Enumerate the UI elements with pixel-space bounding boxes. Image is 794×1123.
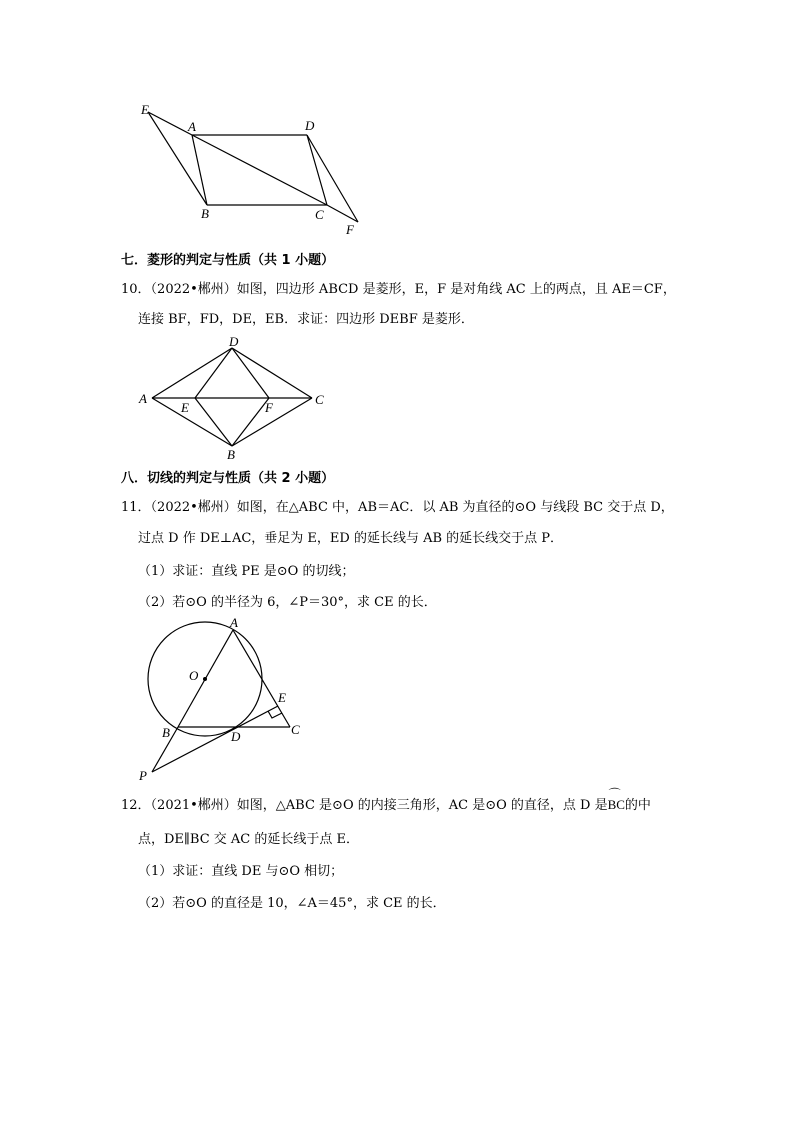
q11-part2: （2）若⊙O 的半径为 6，∠P＝30°，求 CE 的长． <box>138 595 437 610</box>
label-E: E <box>181 400 189 415</box>
label-C: C <box>291 722 300 737</box>
q10-text-line1: 10．（2022•郴州）如图，四边形 ABCD 是菱形，E，F 是对角线 AC 上的两点，且 AE＝CF， <box>121 282 676 297</box>
right-angle-mark <box>268 711 282 718</box>
q12-line1-main: 12．（2021•郴州）如图，△ABC 是⊙O 的内接三角形，AC 是⊙O 的直径，点 D 是 <box>121 798 608 813</box>
q12-line1-end: 的中 <box>624 798 651 813</box>
label-C: C <box>315 392 324 407</box>
q12-text-line1 <box>121 787 651 815</box>
q12-arc <box>607 787 625 814</box>
section-title-rhombus: 七．菱形的判定与性质（共 1 小题） <box>121 253 335 268</box>
q12-part2: （2）若⊙O 的直径是 10，∠A＝45°，求 CE 的长． <box>138 896 446 911</box>
label-E: E <box>141 102 149 117</box>
q11-part1: （1）求证：直线 PE 是⊙O 的切线； <box>138 564 355 579</box>
label-E: E <box>278 690 286 705</box>
segment-AC <box>233 630 290 727</box>
q10-text-line2: 连接 BF，FD，DE，EB．求证：四边形 DEBF 是菱形． <box>138 312 474 327</box>
section-title-tangent: 八．切线的判定与性质（共 2 小题） <box>121 471 335 486</box>
q11-text-line2: 过点 D 作 DE⊥AC，垂足为 E，ED 的延长线与 AB 的延长线交于点 P． <box>138 531 564 546</box>
label-F: F <box>265 400 273 415</box>
center-dot <box>203 677 207 681</box>
label-D: D <box>305 118 315 133</box>
q12-text-line2: 点，DE∥BC 交 AC 的延长线于点 E． <box>138 832 360 847</box>
label-A: A <box>188 119 196 134</box>
label-O: O <box>189 668 199 683</box>
label-A: A <box>139 391 147 406</box>
arc-mark: ⌒ <box>608 787 621 801</box>
label-B: B <box>227 447 235 462</box>
label-B: B <box>201 206 209 221</box>
q12-arc-label: BC <box>607 797 625 812</box>
label-B: B <box>162 725 170 740</box>
label-A: A <box>230 615 238 630</box>
q12-part1: （1）求证：直线 DE 与⊙O 相切； <box>138 864 344 879</box>
label-C: C <box>315 207 324 222</box>
q11-text-line1: 11．（2022•郴州）如图，在△ABC 中，AB＝AC．以 AB 为直径的⊙O 与线段 BC 交于点 D， <box>121 500 674 515</box>
label-D: D <box>229 334 239 349</box>
label-F: F <box>346 222 354 237</box>
label-P: P <box>139 768 147 783</box>
label-D: D <box>231 729 241 744</box>
